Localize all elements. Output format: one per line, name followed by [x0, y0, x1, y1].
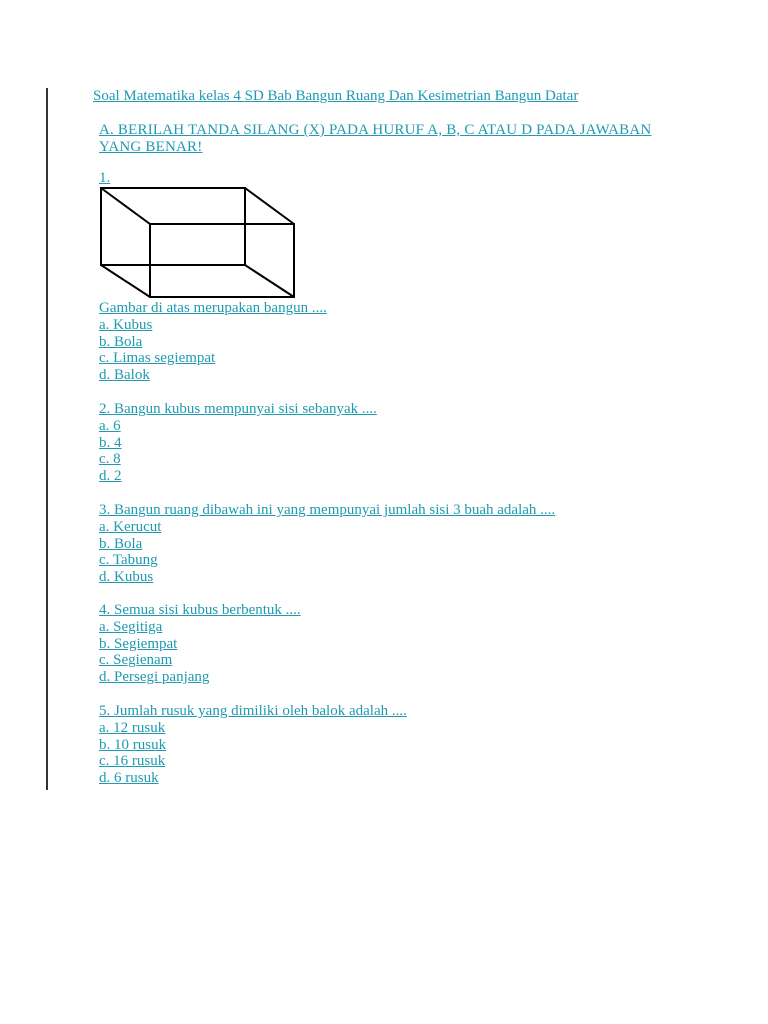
section-heading-line-1[interactable]: A. BERILAH TANDA SILANG (X) PADA HURUF A, B, C ATAU D PADA JAWABAN: [99, 122, 652, 138]
question-4-option-a[interactable]: a. Segitiga: [99, 618, 163, 635]
question-1-option-b[interactable]: b. Bola: [99, 333, 143, 350]
question-5-option-c[interactable]: c. 16 rusuk: [99, 753, 166, 770]
question-1-option-c[interactable]: c. Limas segiempat: [99, 350, 216, 367]
section-heading[interactable]: [99, 122, 739, 156]
question-4-option-c[interactable]: c. Segienam: [99, 652, 173, 669]
question-5: [99, 703, 407, 787]
question-2-option-d[interactable]: d. 2: [99, 468, 122, 485]
document-title[interactable]: Soal Matematika kelas 4 SD Bab Bangun Ruang Dan Kesimetrian Bangun Datar: [93, 88, 579, 104]
cuboid-edge-bottom-right: [245, 265, 294, 297]
question-5-option-d[interactable]: d. 6 rusuk: [99, 770, 159, 787]
question-1-number[interactable]: 1.: [99, 170, 111, 186]
question-1: [99, 300, 327, 384]
question-4-option-d[interactable]: d. Persegi panjang: [99, 669, 210, 686]
question-2-option-c[interactable]: c. 8: [99, 451, 121, 468]
cuboid-figure: [99, 186, 299, 298]
question-3-option-a[interactable]: a. Kerucut: [99, 518, 162, 535]
question-5-option-a[interactable]: a. 12 rusuk: [99, 719, 166, 736]
question-2-option-b[interactable]: b. 4: [99, 434, 122, 451]
question-2: [99, 401, 377, 485]
question-1-option-a[interactable]: a. Kubus: [99, 316, 153, 333]
question-4-prompt[interactable]: 4. Semua sisi kubus berbentuk ....: [99, 602, 301, 618]
page-left-border: [46, 88, 48, 790]
question-1-prompt[interactable]: Gambar di atas merupakan bangun ....: [99, 300, 327, 316]
section-heading-line-2[interactable]: YANG BENAR!: [99, 139, 203, 155]
question-4: [99, 602, 301, 686]
question-5-prompt[interactable]: 5. Jumlah rusuk yang dimiliki oleh balok adalah ....: [99, 703, 407, 719]
cuboid-edge-top-left: [101, 188, 150, 224]
question-3-option-b[interactable]: b. Bola: [99, 535, 143, 552]
cuboid-edge-bottom-left: [101, 265, 150, 297]
cuboid-back-face: [101, 188, 245, 265]
cuboid-edge-top-right: [245, 188, 294, 224]
cuboid-front-face: [150, 224, 294, 297]
question-5-option-b[interactable]: b. 10 rusuk: [99, 736, 167, 753]
question-3-prompt[interactable]: 3. Bangun ruang dibawah ini yang mempunyai jumlah sisi 3 buah adalah ....: [99, 502, 556, 518]
question-3-option-d[interactable]: d. Kubus: [99, 569, 154, 586]
question-3: [99, 502, 555, 586]
question-2-prompt[interactable]: 2. Bangun kubus mempunyai sisi sebanyak ....: [99, 401, 377, 417]
question-2-option-a[interactable]: a. 6: [99, 417, 121, 434]
question-3-option-c[interactable]: c. Tabung: [99, 552, 158, 569]
question-4-option-b[interactable]: b. Segiempat: [99, 635, 178, 652]
question-1-option-d[interactable]: d. Balok: [99, 367, 150, 384]
